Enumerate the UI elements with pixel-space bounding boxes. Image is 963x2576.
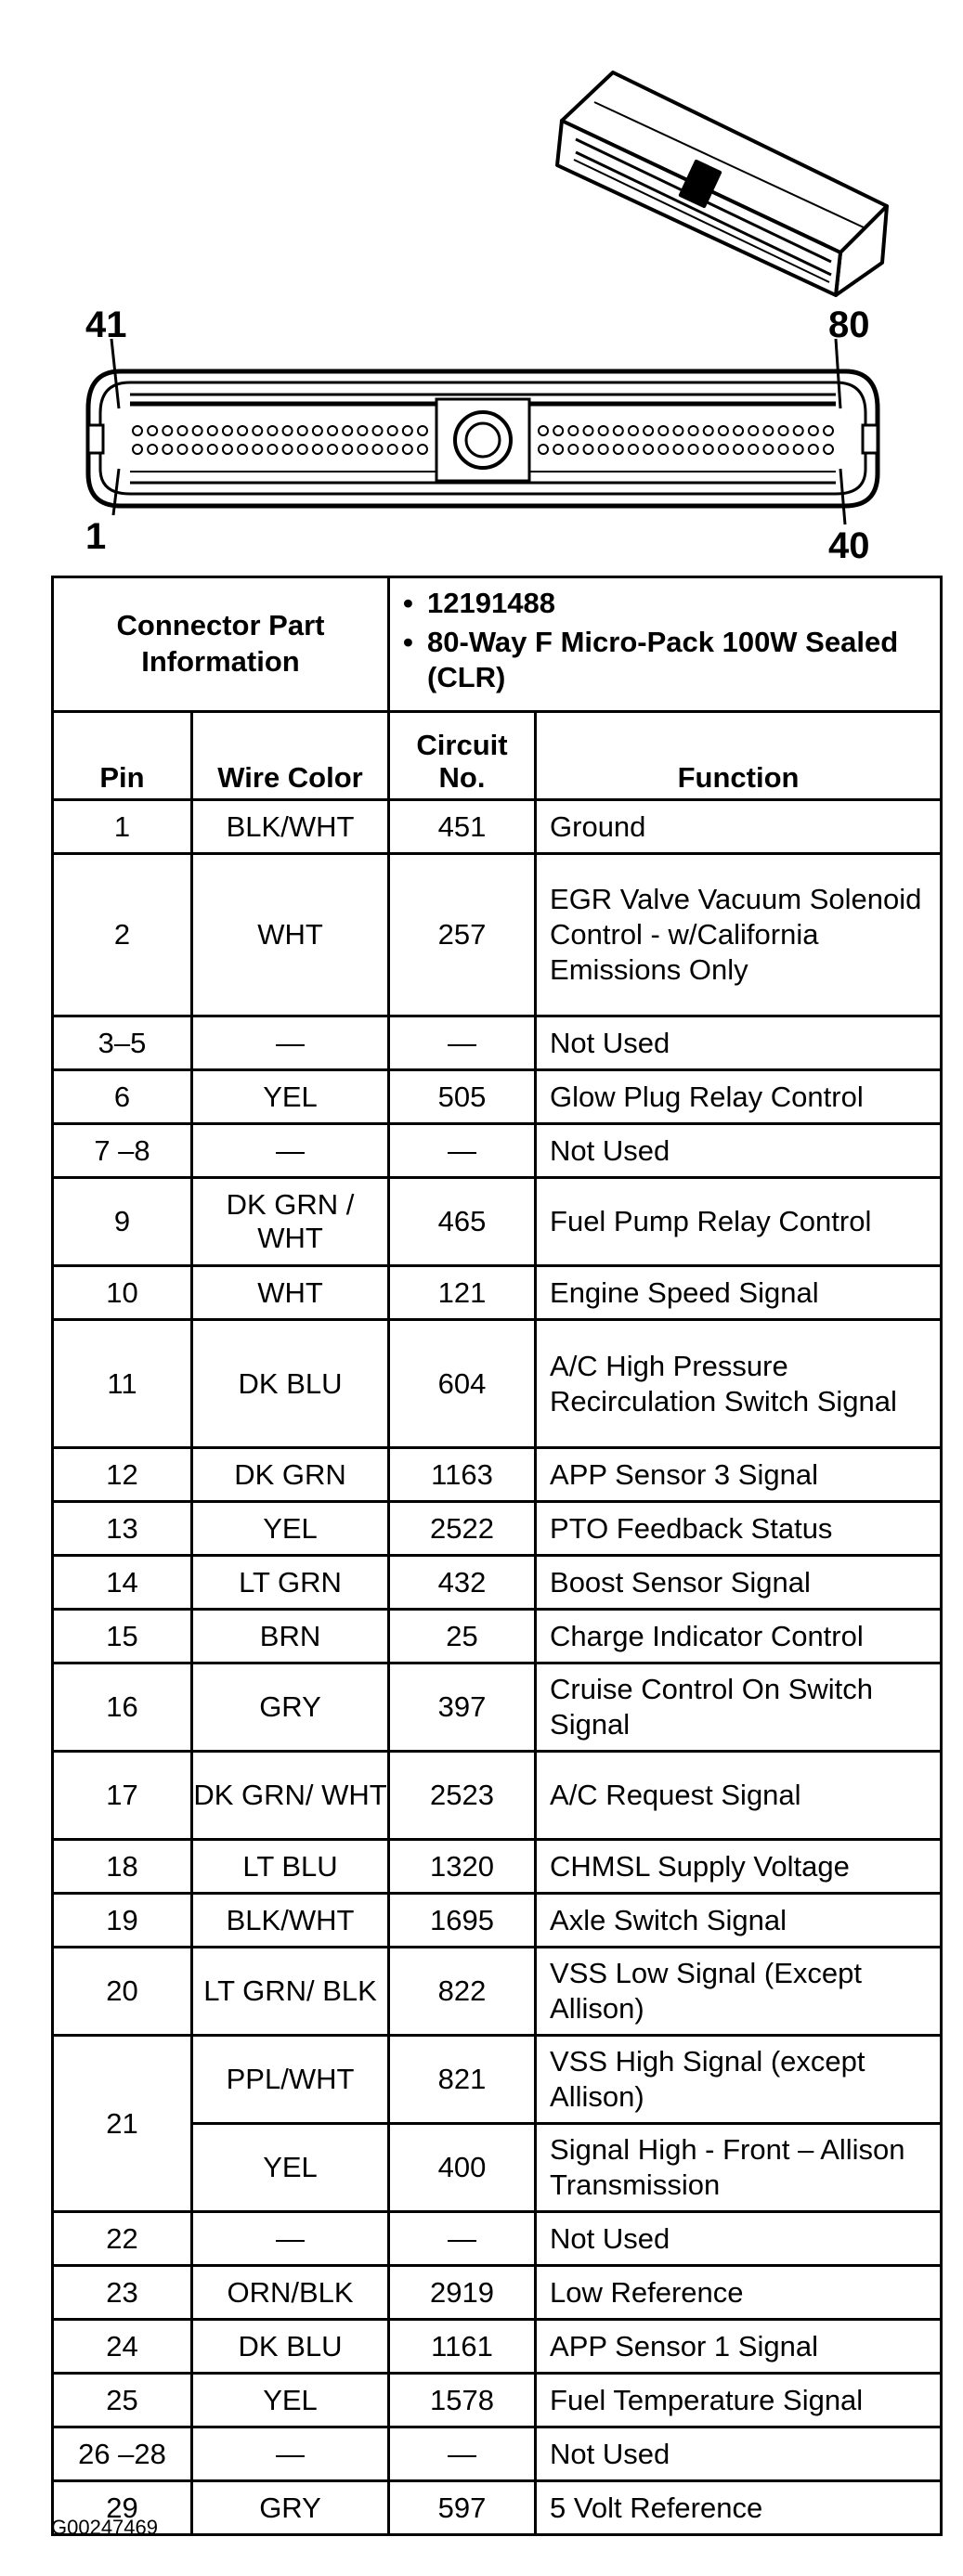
table-row — [53, 1016, 942, 1070]
wire-color-cell: DK GRN/ WHT — [192, 1752, 389, 1840]
pin-cavity — [583, 445, 592, 454]
pin-label-41: 41 — [85, 304, 127, 345]
pin-cavity — [583, 426, 592, 435]
pin-cavity — [644, 445, 653, 454]
function-cell: VSS High Signal (except Allison) — [536, 2036, 942, 2124]
function-cell: PTO Feedback Status — [536, 1502, 942, 1556]
pin-cavity — [704, 445, 713, 454]
function-cell: Signal High - Front – Allison Transmission — [536, 2124, 942, 2212]
pin-cavity — [629, 426, 638, 435]
table-row — [53, 1070, 942, 1124]
function-cell: Axle Switch Signal — [536, 1894, 942, 1948]
pin-cavity — [568, 445, 578, 454]
pin-cavity — [568, 426, 578, 435]
wire-color-cell: LT GRN — [192, 1556, 389, 1610]
table-row — [53, 1752, 942, 1840]
pin-cavity — [313, 426, 322, 435]
pin-cavity — [599, 426, 608, 435]
function-cell: Ground — [536, 800, 942, 854]
circuit-no-cell: 400 — [389, 2124, 536, 2212]
part-number: • 12191488 — [403, 587, 555, 619]
pin-cavity — [388, 445, 397, 454]
pin-cavity — [343, 426, 352, 435]
pin-cavity — [193, 426, 202, 435]
pin-cavity — [177, 445, 187, 454]
circuit-no-cell: 505 — [389, 1070, 536, 1124]
table-row — [53, 854, 942, 1016]
pin-cell: 7 –8 — [53, 1124, 192, 1178]
function-cell: Fuel Pump Relay Control — [536, 1178, 942, 1266]
pin-cavity — [553, 426, 563, 435]
pin-cavity — [253, 426, 262, 435]
circuit-no-cell: 1320 — [389, 1840, 536, 1894]
circuit-no-cell: 604 — [389, 1320, 536, 1448]
pin-cell: 10 — [53, 1266, 192, 1320]
pin-cavity — [283, 445, 293, 454]
pin-cavity — [689, 445, 698, 454]
wire-color-cell: DK BLU — [192, 1320, 389, 1448]
pin-cavity — [328, 445, 337, 454]
pin-cell: 14 — [53, 1556, 192, 1610]
pin-cavity — [343, 445, 352, 454]
pin-cavity — [719, 445, 728, 454]
pin-cavities-left — [133, 426, 427, 454]
column-header-circuit-no: Circuit No. — [389, 712, 536, 800]
circuit-no-cell: 2523 — [389, 1752, 536, 1840]
wire-color-cell: WHT — [192, 1266, 389, 1320]
wire-color-cell: PPL/WHT — [192, 2036, 389, 2124]
pin-cell: 18 — [53, 1840, 192, 1894]
wire-color-cell: BLK/WHT — [192, 800, 389, 854]
pin-cavity — [629, 445, 638, 454]
pin-cell: 26 –28 — [53, 2427, 192, 2481]
table-row — [53, 2320, 942, 2374]
pin-cavity — [267, 426, 277, 435]
pin-cavity — [298, 426, 307, 435]
function-cell: Not Used — [536, 1124, 942, 1178]
circuit-no-cell: 1578 — [389, 2374, 536, 2427]
wire-color-cell: BLK/WHT — [192, 1894, 389, 1948]
pin-cavity — [719, 426, 728, 435]
function-cell: A/C High Pressure Recirculation Switch Signal — [536, 1320, 942, 1448]
function-cell: APP Sensor 1 Signal — [536, 2320, 942, 2374]
function-cell: Cruise Control On Switch Signal — [536, 1663, 942, 1752]
pin-cavity — [163, 426, 172, 435]
pin-cavity — [779, 426, 788, 435]
pin-cavity — [748, 445, 758, 454]
pin-cavity — [163, 445, 172, 454]
function-cell: Fuel Temperature Signal — [536, 2374, 942, 2427]
pin-cell: 17 — [53, 1752, 192, 1840]
circuit-no-cell: 597 — [389, 2481, 536, 2535]
wire-color-cell: — — [192, 1016, 389, 1070]
pin-cell: 13 — [53, 1502, 192, 1556]
pin-cell: 22 — [53, 2212, 192, 2266]
pin-cell: 20 — [53, 1948, 192, 2036]
function-cell: Not Used — [536, 2212, 942, 2266]
pin-cavity — [734, 426, 743, 435]
pin-label-80: 80 — [828, 304, 870, 345]
pin-cavity — [599, 445, 608, 454]
pin-cell: 6 — [53, 1070, 192, 1124]
pin-cell: 9 — [53, 1178, 192, 1266]
pin-cavity — [779, 445, 788, 454]
pin-cell: 3–5 — [53, 1016, 192, 1070]
pin-cavity — [313, 445, 322, 454]
pin-cell: 12 — [53, 1448, 192, 1502]
pin-cell: 15 — [53, 1610, 192, 1663]
circuit-no-cell: — — [389, 1124, 536, 1178]
circuit-no-cell: 432 — [389, 1556, 536, 1610]
circuit-no-cell: 1163 — [389, 1448, 536, 1502]
connector-illustration — [0, 0, 963, 576]
wire-color-cell: WHT — [192, 854, 389, 1016]
connector-drawing — [0, 0, 963, 576]
table-row — [53, 1502, 942, 1556]
circuit-no-cell: 25 — [389, 1610, 536, 1663]
pin-cavity — [358, 445, 367, 454]
pin-cavity — [267, 445, 277, 454]
pin-cavity — [223, 426, 232, 435]
pin-cavity — [403, 426, 412, 435]
function-cell: Engine Speed Signal — [536, 1266, 942, 1320]
pin-cell: 2 — [53, 854, 192, 1016]
table-row — [53, 1663, 942, 1752]
circuit-no-cell: 822 — [389, 1948, 536, 2036]
function-cell: EGR Valve Vacuum Solenoid Control - w/California Emissions Only — [536, 854, 942, 1016]
pin-cavity — [418, 426, 427, 435]
pin-cavity — [539, 445, 548, 454]
pin-cavity — [328, 426, 337, 435]
pin-cell: 29 — [53, 2481, 192, 2535]
function-cell: Low Reference — [536, 2266, 942, 2320]
table-row — [53, 2266, 942, 2320]
table-row — [53, 2427, 942, 2481]
pin-cavity — [644, 426, 653, 435]
circuit-no-cell: 121 — [389, 1266, 536, 1320]
pin-cavity — [763, 445, 773, 454]
circuit-no-cell: 451 — [389, 800, 536, 854]
pin-cavity — [748, 426, 758, 435]
pin-cavity — [418, 445, 427, 454]
circuit-no-cell: 1161 — [389, 2320, 536, 2374]
column-header-pin: Pin — [53, 712, 192, 800]
circuit-no-cell: — — [389, 2427, 536, 2481]
wire-color-cell: — — [192, 2212, 389, 2266]
pin-cavity — [673, 445, 683, 454]
pin-cavity — [539, 426, 548, 435]
function-cell: Boost Sensor Signal — [536, 1556, 942, 1610]
pin-cavity — [734, 445, 743, 454]
pin-cavity — [403, 445, 412, 454]
pin-cavity — [673, 426, 683, 435]
pin-cavity — [148, 445, 157, 454]
circuit-no-cell: — — [389, 1016, 536, 1070]
wire-color-cell: — — [192, 1124, 389, 1178]
function-cell: APP Sensor 3 Signal — [536, 1448, 942, 1502]
connector-description: • 80-Way F Micro-Pack 100W Sealed (CLR) — [403, 625, 899, 693]
wire-color-cell: DK BLU — [192, 2320, 389, 2374]
function-cell: Not Used — [536, 1016, 942, 1070]
pin-cavity — [238, 445, 247, 454]
table-row — [53, 1610, 942, 1663]
wire-color-cell: LT GRN/ BLK — [192, 1948, 389, 2036]
pin-cavity — [794, 445, 803, 454]
pin-cavity — [238, 426, 247, 435]
function-cell: 5 Volt Reference — [536, 2481, 942, 2535]
table-row — [53, 800, 942, 854]
pin-cavity — [133, 445, 142, 454]
circuit-no-cell: 2522 — [389, 1502, 536, 1556]
function-cell: CHMSL Supply Voltage — [536, 1840, 942, 1894]
figure-caption: G00247469 — [51, 2516, 158, 2539]
circuit-no-cell: 2919 — [389, 2266, 536, 2320]
table-row — [53, 2036, 942, 2124]
pin-cavity — [373, 445, 383, 454]
pin-cavity — [193, 445, 202, 454]
pinout-table — [51, 576, 943, 2536]
table-row — [53, 2374, 942, 2427]
wire-color-cell: YEL — [192, 1502, 389, 1556]
pin-cavity — [223, 445, 232, 454]
wire-color-cell: YEL — [192, 2374, 389, 2427]
pin-cavity — [809, 445, 818, 454]
pin-cavity — [298, 445, 307, 454]
pin-cavity — [824, 426, 833, 435]
pin-cell: 23 — [53, 2266, 192, 2320]
table-row — [53, 2212, 942, 2266]
pin-cavity — [658, 445, 668, 454]
function-cell: A/C Request Signal — [536, 1752, 942, 1840]
pin-cavity — [689, 426, 698, 435]
column-header-function: Function — [536, 712, 942, 800]
pin-cavity — [373, 426, 383, 435]
pin-cavity — [388, 426, 397, 435]
pin-cell: 21 — [53, 2036, 192, 2212]
wire-color-cell: BRN — [192, 1610, 389, 1663]
wire-color-cell: — — [192, 2427, 389, 2481]
table-row — [53, 2481, 942, 2535]
connector-part-info-label: Connector Part Information — [53, 577, 389, 712]
wire-color-cell: YEL — [192, 2124, 389, 2212]
circuit-no-cell: 465 — [389, 1178, 536, 1266]
pin-cell: 24 — [53, 2320, 192, 2374]
pin-label-1: 1 — [85, 516, 107, 557]
pin-cell: 1 — [53, 800, 192, 854]
circuit-no-cell: 397 — [389, 1663, 536, 1752]
pin-cavities-right — [539, 426, 833, 454]
pin-cavity — [208, 426, 217, 435]
table-row — [53, 1894, 942, 1948]
pin-cavity — [553, 445, 563, 454]
pin-cavity — [133, 426, 142, 435]
pin-cavity — [208, 445, 217, 454]
pin-cavity — [614, 445, 623, 454]
table-row — [53, 1124, 942, 1178]
circuit-no-cell: — — [389, 2212, 536, 2266]
pin-cavity — [614, 426, 623, 435]
table-row — [53, 1448, 942, 1502]
table-row — [53, 1948, 942, 2036]
pin-cavity — [253, 445, 262, 454]
function-cell: Glow Plug Relay Control — [536, 1070, 942, 1124]
pin-cavity — [177, 426, 187, 435]
table-row — [53, 1320, 942, 1448]
pin-cavity — [824, 445, 833, 454]
pin-label-40: 40 — [828, 525, 870, 566]
wire-color-cell: ORN/BLK — [192, 2266, 389, 2320]
function-cell: Not Used — [536, 2427, 942, 2481]
pin-cavity — [809, 426, 818, 435]
pin-cell: 16 — [53, 1663, 192, 1752]
table-row — [53, 1178, 942, 1266]
connector-face-view — [88, 339, 878, 524]
connector-3d-view — [557, 72, 887, 295]
pin-cell: 25 — [53, 2374, 192, 2427]
circuit-no-cell: 1695 — [389, 1894, 536, 1948]
column-header-wire-color: Wire Color — [192, 712, 389, 800]
wire-color-cell: GRY — [192, 2481, 389, 2535]
wire-color-cell: LT BLU — [192, 1840, 389, 1894]
wire-color-cell: GRY — [192, 1663, 389, 1752]
function-cell: Charge Indicator Control — [536, 1610, 942, 1663]
function-cell: VSS Low Signal (Except Allison) — [536, 1948, 942, 2036]
pin-cell: 11 — [53, 1320, 192, 1448]
pin-cavity — [148, 426, 157, 435]
wire-color-cell: DK GRN — [192, 1448, 389, 1502]
connector-part-info — [389, 577, 942, 712]
wire-color-cell: DK GRN / WHT — [192, 1178, 389, 1266]
pin-cell: 19 — [53, 1894, 192, 1948]
pin-cavity — [658, 426, 668, 435]
pin-cavity — [763, 426, 773, 435]
circuit-no-cell: 257 — [389, 854, 536, 1016]
table-row — [53, 1556, 942, 1610]
circuit-no-cell: 821 — [389, 2036, 536, 2124]
pin-cavity — [283, 426, 293, 435]
pin-cavity — [794, 426, 803, 435]
pin-cavity — [704, 426, 713, 435]
table-row — [53, 1840, 942, 1894]
wire-color-cell: YEL — [192, 1070, 389, 1124]
table-row — [53, 1266, 942, 1320]
pin-cavity — [358, 426, 367, 435]
